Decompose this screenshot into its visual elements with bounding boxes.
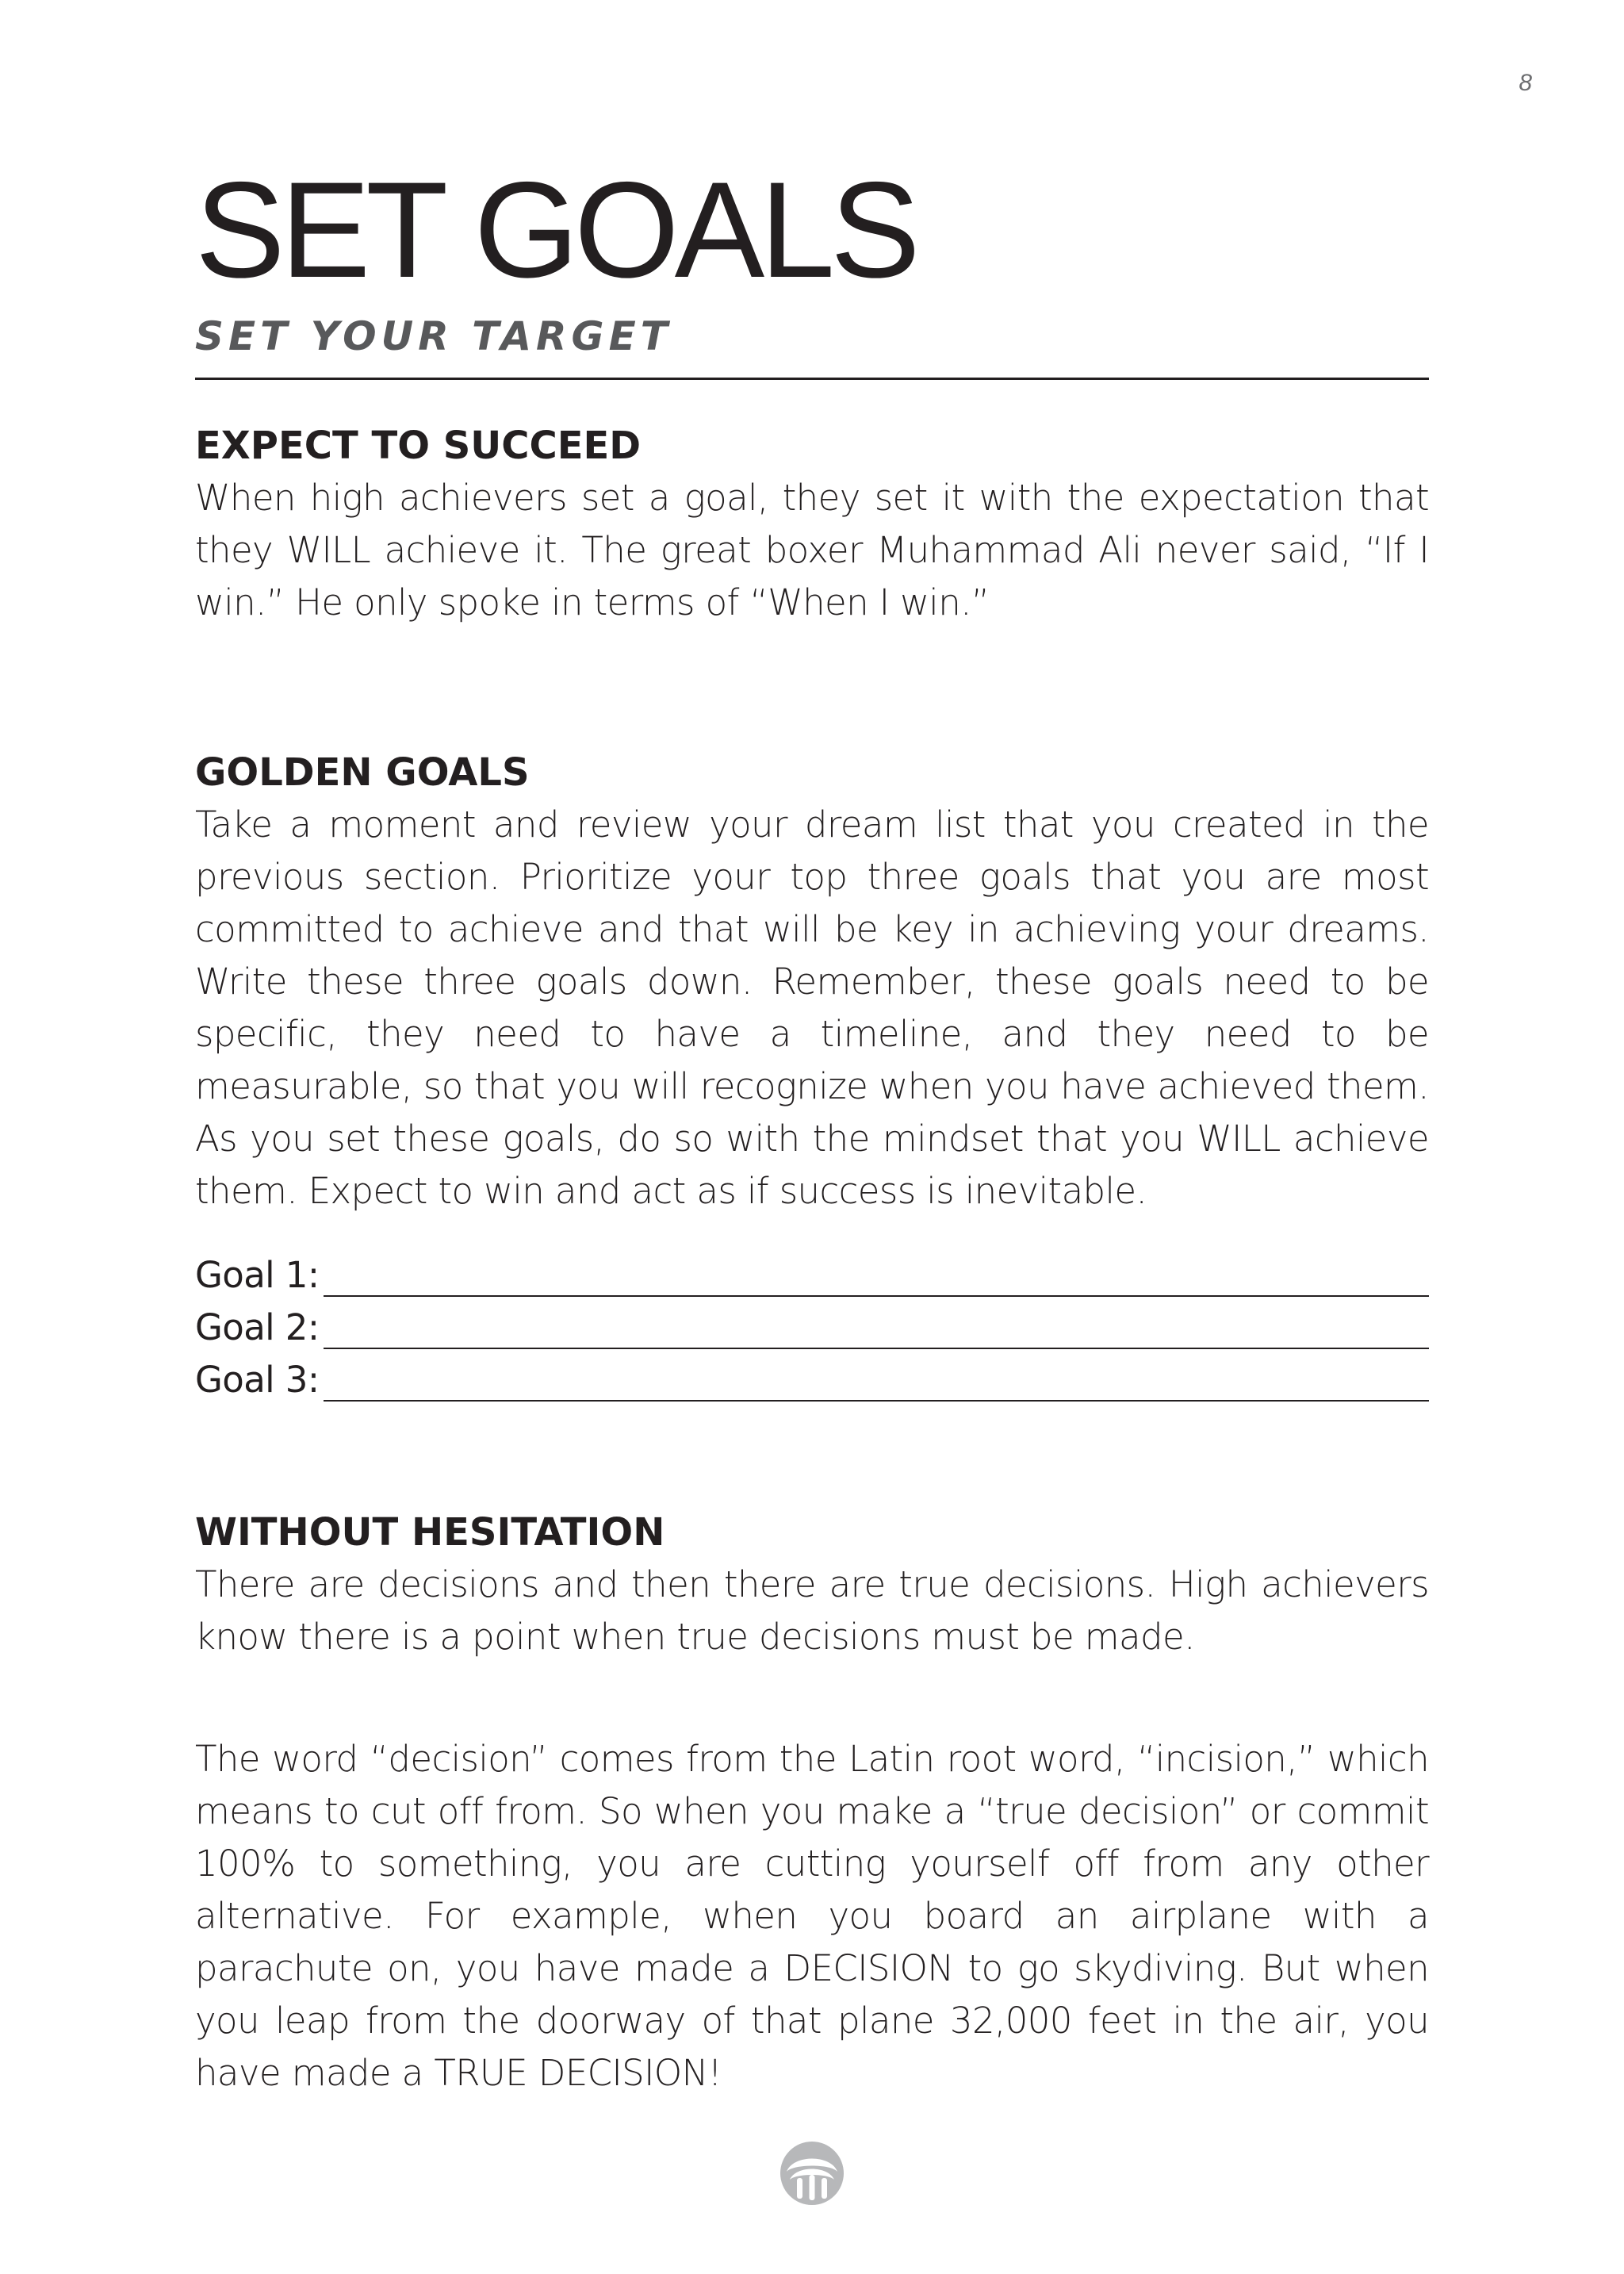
page-content bbox=[195, 154, 1429, 2100]
goal-row bbox=[195, 1354, 1429, 1406]
page-number: 8 bbox=[1519, 70, 1532, 96]
brand-logo-icon bbox=[779, 2140, 845, 2207]
goal-label: Goal 3: bbox=[195, 1359, 320, 1401]
goal-row bbox=[195, 1302, 1429, 1354]
page-subtitle: SET YOUR TARGET bbox=[195, 313, 672, 359]
section-body: The word “decision” comes from the Latin root word, “incision,” which means to cut off from. So when you make a “true decision” or commit 100% to something, you are cutting yourself off from any other alternative. For example, when you board an airplane with a parachute on, you have made a DECISION to go skydiving. But when you leap from the doorway of that plane 32,000 feet in the air, you have made a TRUE DECISION! bbox=[195, 1738, 1429, 2094]
section-heading: GOLDEN GOALS bbox=[195, 750, 530, 795]
goal-row bbox=[195, 1249, 1429, 1302]
goal-1-writing-line[interactable] bbox=[324, 1257, 1429, 1297]
section-heading: EXPECT TO SUCCEED bbox=[195, 424, 642, 468]
goal-label: Goal 2: bbox=[195, 1306, 320, 1348]
section-body: Take a moment and review your dream list that you created in the previous section. Prioritize your top three goals that you are most committed to achieve and that will be key in achieving your dreams. Write these three goals down. Remember, these goals need to be specific, they need to have a timeline, and they need to be measurable, so that you will recognize when you have achieved them. As you set these goals, do so with the mindset that you WILL achieve them. Expect to win and act as if success is inevitable. bbox=[195, 803, 1429, 1212]
section-golden-goals bbox=[195, 746, 1429, 1406]
page-title: SET GOALS bbox=[195, 154, 916, 306]
section-without-hesitation bbox=[195, 1506, 1429, 2100]
goal-label: Goal 1: bbox=[195, 1254, 320, 1296]
title-divider bbox=[195, 378, 1429, 380]
section-expect-to-succeed bbox=[195, 420, 1429, 629]
goal-2-writing-line[interactable] bbox=[324, 1310, 1429, 1349]
section-body: There are decisions and then there are true decisions. High achievers know there is a point when true decisions must be made. bbox=[195, 1563, 1429, 1658]
goal-3-writing-line[interactable] bbox=[324, 1362, 1429, 1402]
section-heading: WITHOUT HESITATION bbox=[195, 1510, 665, 1555]
goals-form bbox=[195, 1249, 1429, 1406]
section-body: When high achievers set a goal, they set it with the expectation that they WILL achieve it. The great boxer Muhammad Ali never said, “If I win.” He only spoke in terms of “When I win.” bbox=[195, 477, 1429, 623]
